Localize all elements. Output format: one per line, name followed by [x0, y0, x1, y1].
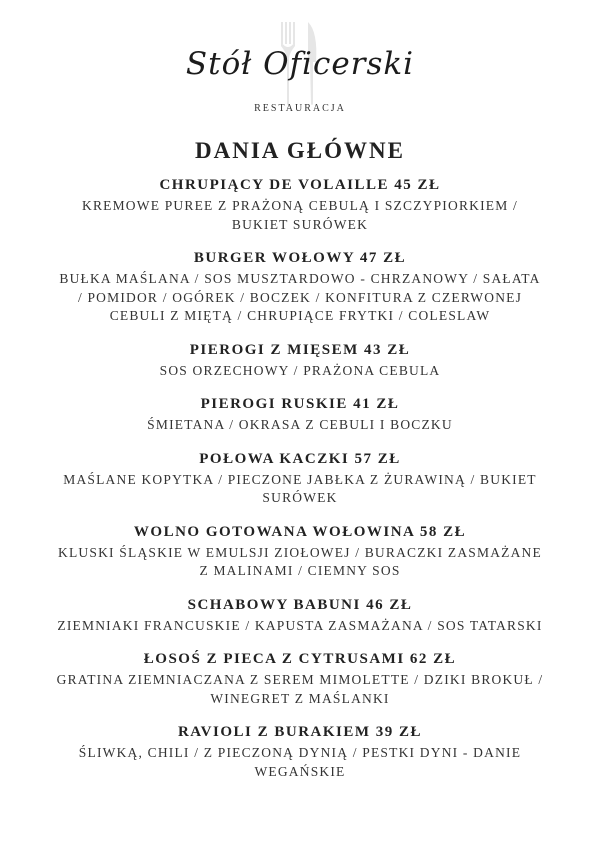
dish-name: SCHABOWY BABUNI 46 ZŁ	[187, 596, 413, 613]
dish-name: POŁOWA KACZKI 57 ZŁ	[199, 450, 401, 467]
dish-description: KREMOWE PUREE Z PRAŻONĄ CEBULĄ I SZCZYPIORKIEM / BUKIET SURÓWEK	[82, 198, 518, 232]
dish-description: GRATINA ZIEMNIACZANA Z SEREM MIMOLETTE / DZIKI BROKUŁ / WINEGRET Z MAŚLANKI	[56, 672, 544, 706]
brand-name: Stół Oficerski	[185, 46, 415, 82]
dish-name: RAVIOLI Z BURAKIEM 39 ZŁ	[177, 724, 423, 740]
menu-list	[50, 175, 550, 795]
dish-name: CHRUPIĄCY DE VOLAILLE 45 ZŁ	[159, 177, 441, 193]
menu-item	[50, 722, 550, 781]
menu-item	[50, 340, 550, 381]
dish-name: ŁOSOŚ Z PIECA Z CYTRUSAMI 62 ZŁ	[143, 651, 457, 667]
dish-description: BUŁKA MAŚLANA / SOS MUSZTARDOWO - CHRZANOWY / SAŁATA / POMIDOR / OGÓREK / BOCZEK / KONFITURA Z CZERWONEJ CEBULI Z MIĘTĄ / CHRUPIĄCE FRYTKI / COLESLAW	[59, 271, 541, 323]
dish-name: WOLNO GOTOWANA WOŁOWINA 58 ZŁ	[133, 523, 467, 540]
dish-description: ŚMIETANA / OKRASA Z CEBULI I BOCZKU	[147, 417, 453, 432]
menu-item	[50, 175, 550, 234]
menu-item	[50, 394, 550, 435]
menu-item	[50, 248, 550, 326]
menu-item	[50, 449, 550, 508]
dish-name: PIEROGI RUSKIE 41 ZŁ	[200, 396, 400, 412]
dish-description: SOS ORZECHOWY / PRAŻONA CEBULA	[159, 362, 441, 378]
menu-item	[50, 649, 550, 708]
dish-description: ZIEMNIAKI FRANCUSKIE / KAPUSTA ZASMAŻANA / SOS TATARSKI	[57, 617, 543, 633]
brand-subtitle: RESTAURACJA	[254, 103, 346, 114]
menu-item	[50, 522, 550, 581]
dish-description: KLUSKI ŚLĄSKIE W EMULSJI ZIOŁOWEJ / BURACZKI ZASMAŻANE Z MALINAMI / CIEMNY SOS	[58, 544, 542, 578]
menu-item	[50, 595, 550, 636]
dish-name: BURGER WOŁOWY 47 ZŁ	[193, 250, 407, 266]
page-title: DANIA GŁÓWNE	[195, 138, 405, 163]
dish-description: MAŚLANE KOPYTKA / PIECZONE JABŁKA Z ŻURAWINĄ / BUKIET SURÓWEK	[63, 471, 537, 505]
dish-description: ŚLIWKĄ, CHILI / Z PIECZONĄ DYNIĄ / PESTKI DYNI - DANIE WEGAŃSKIE	[78, 745, 522, 779]
restaurant-logo	[0, 18, 600, 114]
dish-name: PIEROGI Z MIĘSEM 43 ZŁ	[189, 341, 411, 358]
